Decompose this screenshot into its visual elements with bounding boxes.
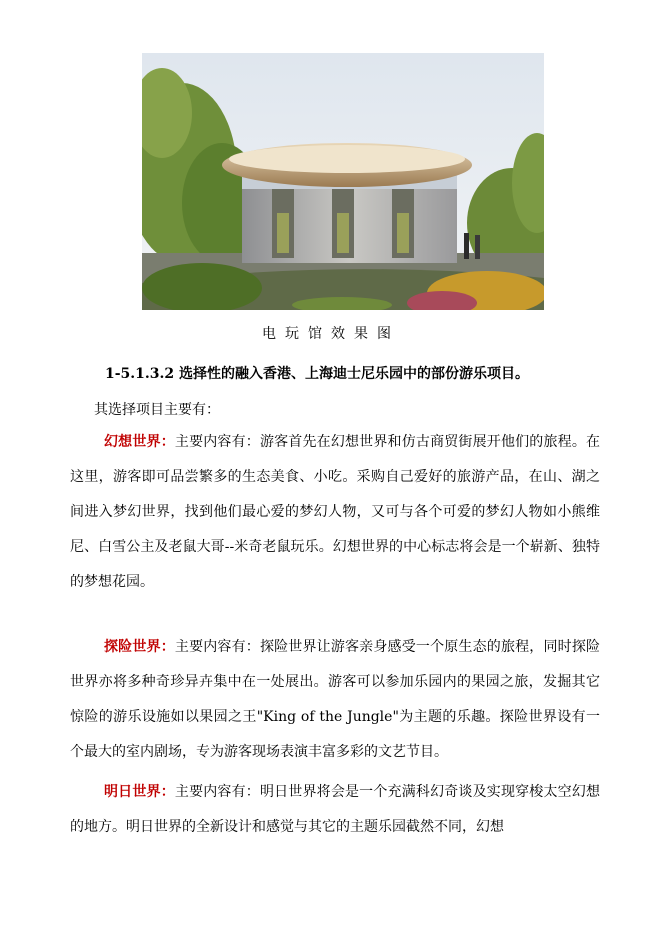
adventure-world-paragraph: [70, 630, 600, 770]
fantasy-world-text: 主要内容有：游客首先在幻想世界和仿古商贸街展开他们的旅程。在这里，游客即可品尝繁多的生态美食、小吃。采购自己爱好的旅游产品，在山、湖之间进入梦幻世界，找到他们最心爱的梦幻人物，又可与各个可爱的梦幻人物如小熊维尼、白雪公主及老鼠大哥--米奇老鼠玩乐。幻想世界的中心标志将会是一个崭新、独特的梦想花园。: [70, 434, 601, 590]
section-intro: 其选择项目主要有：: [94, 402, 220, 418]
adventure-world-term: 探险世界：: [104, 639, 175, 655]
fantasy-world-paragraph: [70, 425, 600, 600]
adventure-world-text: 主要内容有：探险世界让游客亲身感受一个原生态的旅程，同时探险世界亦将多种奇珍异卉集中在一处展出。游客可以参加乐园内的果园之旅，发掘其它惊险的游乐设施如以果园之王"King of the Jungle"为主题的乐趣。探险世界设有一个最大的室内剧场，专为游客现场表演丰富多彩的文艺节目。: [70, 639, 601, 760]
section-heading: 1-5.1.3.2 选择性的融入香港、上海迪士尼乐园中的部份游乐项目。: [105, 366, 530, 382]
fantasy-world-term: 幻想世界：: [104, 434, 175, 450]
tomorrow-world-term: 明日世界：: [104, 784, 175, 800]
tomorrow-world-text: 主要内容有：明日世界将会是一个充满科幻奇谈及实现穿梭太空幻想的地方。明日世界的全新设计和感觉与其它的主题乐园截然不同，幻想: [70, 784, 601, 835]
figure-caption: 电玩馆效果图: [262, 326, 400, 342]
arcade-hall-rendering-image: [142, 53, 544, 310]
tomorrow-world-paragraph: [70, 775, 600, 845]
